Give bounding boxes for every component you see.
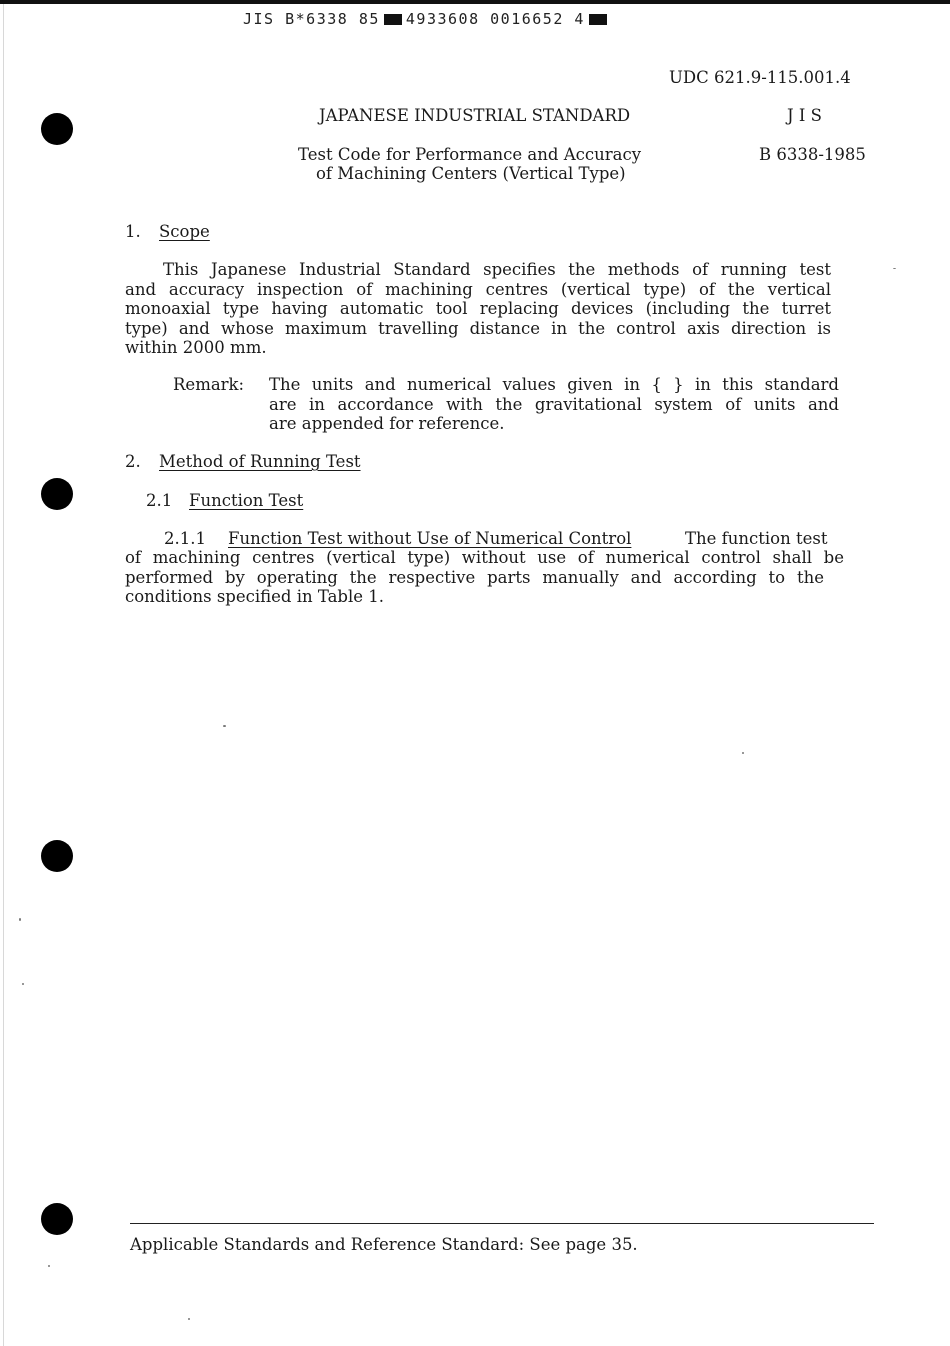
scan-top-border bbox=[0, 0, 950, 4]
section-1-number: 1. bbox=[125, 222, 141, 241]
document-title-line1: Test Code for Performance and Accuracy bbox=[298, 145, 642, 164]
punch-hole bbox=[41, 1203, 73, 1235]
standard-body: JAPANESE INDUSTRIAL STANDARD bbox=[319, 106, 631, 125]
redaction-block bbox=[384, 14, 402, 25]
scope-line: and accuracy inspection of machining centres (vertical type) of the vertical bbox=[125, 279, 831, 299]
scan-speck bbox=[742, 752, 744, 754]
function-test-line: conditions specified in Table 1. bbox=[125, 587, 385, 606]
udc-code: UDC 621.9-115.001.4 bbox=[669, 68, 851, 87]
footnote-text: Applicable Standards and Reference Standard: See page 35. bbox=[130, 1235, 638, 1254]
remark-line: The units and numerical values given in { } in this standard bbox=[269, 375, 839, 394]
scope-line: This Japanese Industrial Standard specifies the methods of running test bbox=[163, 260, 831, 279]
remark-line: are in accordance with the gravitational system of units and bbox=[269, 394, 839, 414]
redaction-block bbox=[589, 14, 607, 25]
running-header-left: JIS B*6338 85 bbox=[243, 10, 380, 28]
section-2-heading: Method of Running Test bbox=[159, 452, 361, 471]
function-test-line: of machining centres (vertical type) without use of numerical control shall be bbox=[125, 548, 844, 567]
scan-speck bbox=[48, 1265, 50, 1267]
function-test-paragraph bbox=[125, 548, 844, 607]
punch-hole bbox=[41, 113, 73, 145]
section-2-1-heading: Function Test bbox=[189, 491, 304, 510]
punch-hole bbox=[41, 478, 73, 510]
running-header bbox=[243, 10, 611, 28]
section-2-1-1-heading: Function Test without Use of Numerical Control bbox=[228, 529, 632, 548]
scan-speck bbox=[19, 918, 21, 921]
scan-speck bbox=[188, 1318, 190, 1320]
scan-speck bbox=[893, 268, 896, 269]
scan-left-edge bbox=[3, 4, 4, 1346]
jis-mark: J I S bbox=[787, 106, 822, 125]
punch-hole bbox=[41, 840, 73, 872]
section-2-1-1-lead: The function test bbox=[685, 529, 828, 548]
remark-line: are appended for reference. bbox=[269, 414, 505, 433]
standard-number: B 6338-1985 bbox=[759, 145, 866, 164]
scope-line: monoaxial type having automatic tool replacing devices (including the turret bbox=[125, 299, 831, 318]
remark-text bbox=[269, 375, 839, 434]
scan-speck bbox=[223, 725, 226, 727]
function-test-line: performed by operating the respective parts manually and according to the bbox=[125, 567, 824, 587]
scope-line: within 2000 mm. bbox=[125, 338, 267, 357]
section-1-heading: Scope bbox=[159, 222, 210, 241]
section-2-1-1-number: 2.1.1 bbox=[164, 529, 206, 548]
scope-paragraph bbox=[125, 260, 831, 358]
section-2-number: 2. bbox=[125, 452, 141, 471]
document-title-line2: of Machining Centers (Vertical Type) bbox=[316, 164, 626, 183]
scope-line: type) and whose maximum travelling distance in the control axis direction is bbox=[125, 318, 831, 338]
section-2-1-number: 2.1 bbox=[146, 491, 173, 510]
running-header-right: 4933608 0016652 4 bbox=[405, 10, 585, 28]
scan-speck bbox=[22, 983, 24, 985]
remark-label: Remark: bbox=[173, 375, 245, 394]
footnote-rule bbox=[130, 1223, 874, 1224]
